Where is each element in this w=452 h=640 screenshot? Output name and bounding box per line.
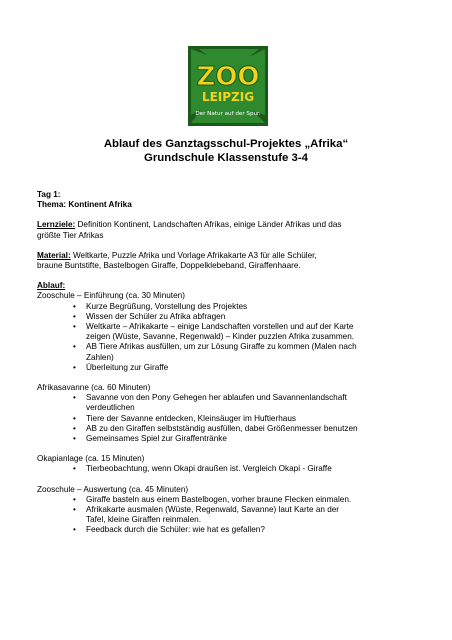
list-item [37,464,417,474]
ablauf-label: Ablauf: [37,281,66,291]
list-item-line: zeigen (Wüste, Savanne, Regenwald) – Kinder puzzlen Afrika zusammen. [86,332,355,342]
list-item [37,434,417,444]
day-label: Tag 1: [37,190,61,199]
lernziele-line-1: Definition Kontinent, Landschaften Afrikas, einige Länder Afrikas und das [75,220,342,230]
list-item [37,393,417,413]
list-item [37,505,417,525]
list-item-line: Überleitung zur Giraffe [86,362,169,372]
list-item-line: Gemeinsames Spiel zur Giraffentränke [86,434,227,444]
bullet-icon: • [73,413,76,423]
section-list [37,495,417,536]
bullet-icon: • [73,423,76,433]
material-label: Material: [37,250,71,260]
list-item-line: Tiere der Savanne entdecken, Kleinsäuger im Huftierhaus [86,413,296,423]
list-item-line: Tierbeobachtung, wenn Okapi draußen ist. Vergleich Okapi - Giraffe [86,464,332,474]
logo-slogan: Der Natur auf der Spur. [195,111,261,117]
list-item [37,414,417,424]
bullet-icon: • [73,505,76,515]
theme-label: Thema: Kontinent Afrika [37,200,132,210]
bullet-icon: • [73,342,76,352]
bullet-icon: • [73,393,76,403]
material-paragraph [37,251,417,261]
list-item [37,363,417,373]
list-item-line: Wissen der Schüler zu Afrika abfragen [86,311,226,321]
bullet-icon: • [73,311,76,321]
section-list [37,302,417,373]
section-heading: Zooschule – Einführung (ca. 30 Minuten) [37,291,185,301]
list-item-line: Tafel, kleine Giraffen reinmalen. [86,515,201,525]
list-item-line: Feedback durch die Schüler: wie hat es gefallen? [86,525,265,535]
section-heading: Afrikasavanne (ca. 60 Minuten) [37,383,151,393]
list-item-line: AB zu den Giraffen selbstständig ausfüllen, dabei Größenmesser benutzen [86,423,358,433]
bullet-icon: • [73,362,76,372]
list-item-line: Kurze Begrüßung, Vorstellung des Projektes [86,301,248,311]
list-item-line: Savanne von den Pony Gehegen her ablaufen und Savannenlandschaft [86,393,347,403]
section-heading: Zooschule – Auswertung (ca. 45 Minuten) [37,484,189,494]
bullet-icon: • [73,494,76,504]
list-item [37,424,417,434]
list-item-line: Afrikakarte ausmalen (Wüste, Regenwald, Savanne) laut Karte an der [86,505,340,515]
list-item [37,495,417,505]
list-item-line: Weltkarte – Afrikakarte – einige Landschaften vorstellen und auf der Karte [86,322,354,332]
section-heading: Okapianlage (ca. 15 Minuten) [37,454,145,464]
title-line-2: Grundschule Klassenstufe 3-4 [144,152,308,164]
list-item-line: verdeutlichen [86,403,135,413]
bullet-icon: • [73,464,76,474]
bullet-icon: • [73,322,76,332]
bullet-icon: • [73,301,76,311]
list-item [37,302,417,312]
logo-word: ZOO [196,62,260,92]
section-list [37,464,417,474]
material-line-1: Weltkarte, Puzzle Afrika und Vorlage Afrikakarte A3 für alle Schüler, [70,250,317,260]
logo-city: LEIPZIG [201,90,255,104]
list-item-line: AB Tiere Afrikas ausfüllen, um zur Lösung Giraffe zu kommen (Malen nach [86,342,357,352]
ablauf-sections [37,291,417,535]
section-list [37,393,417,444]
title-line-1: Ablauf des Ganztagsschul-Projektes „Afrika“ [103,138,349,150]
list-item-line: Zahlen) [86,352,114,362]
list-item-line: Giraffe basteln aus einem Bastelbogen, vorher braune Flecken einmalen. [86,494,352,504]
zoo-leipzig-logo [187,45,269,127]
lernziele-line-2: größte Tier Afrikas [37,230,104,240]
document-body [37,190,417,536]
material-line-2: braune Buntstifte, Bastelbogen Giraffe, Doppelklebeband, Giraffenhaare. [37,261,301,271]
list-item [37,322,417,342]
bullet-icon: • [73,525,76,535]
list-item [37,342,417,362]
list-item [37,312,417,322]
bullet-icon: • [73,434,76,444]
lernziele-paragraph [37,220,417,230]
lernziele-label: Lernziele: [37,220,76,230]
list-item [37,525,417,535]
